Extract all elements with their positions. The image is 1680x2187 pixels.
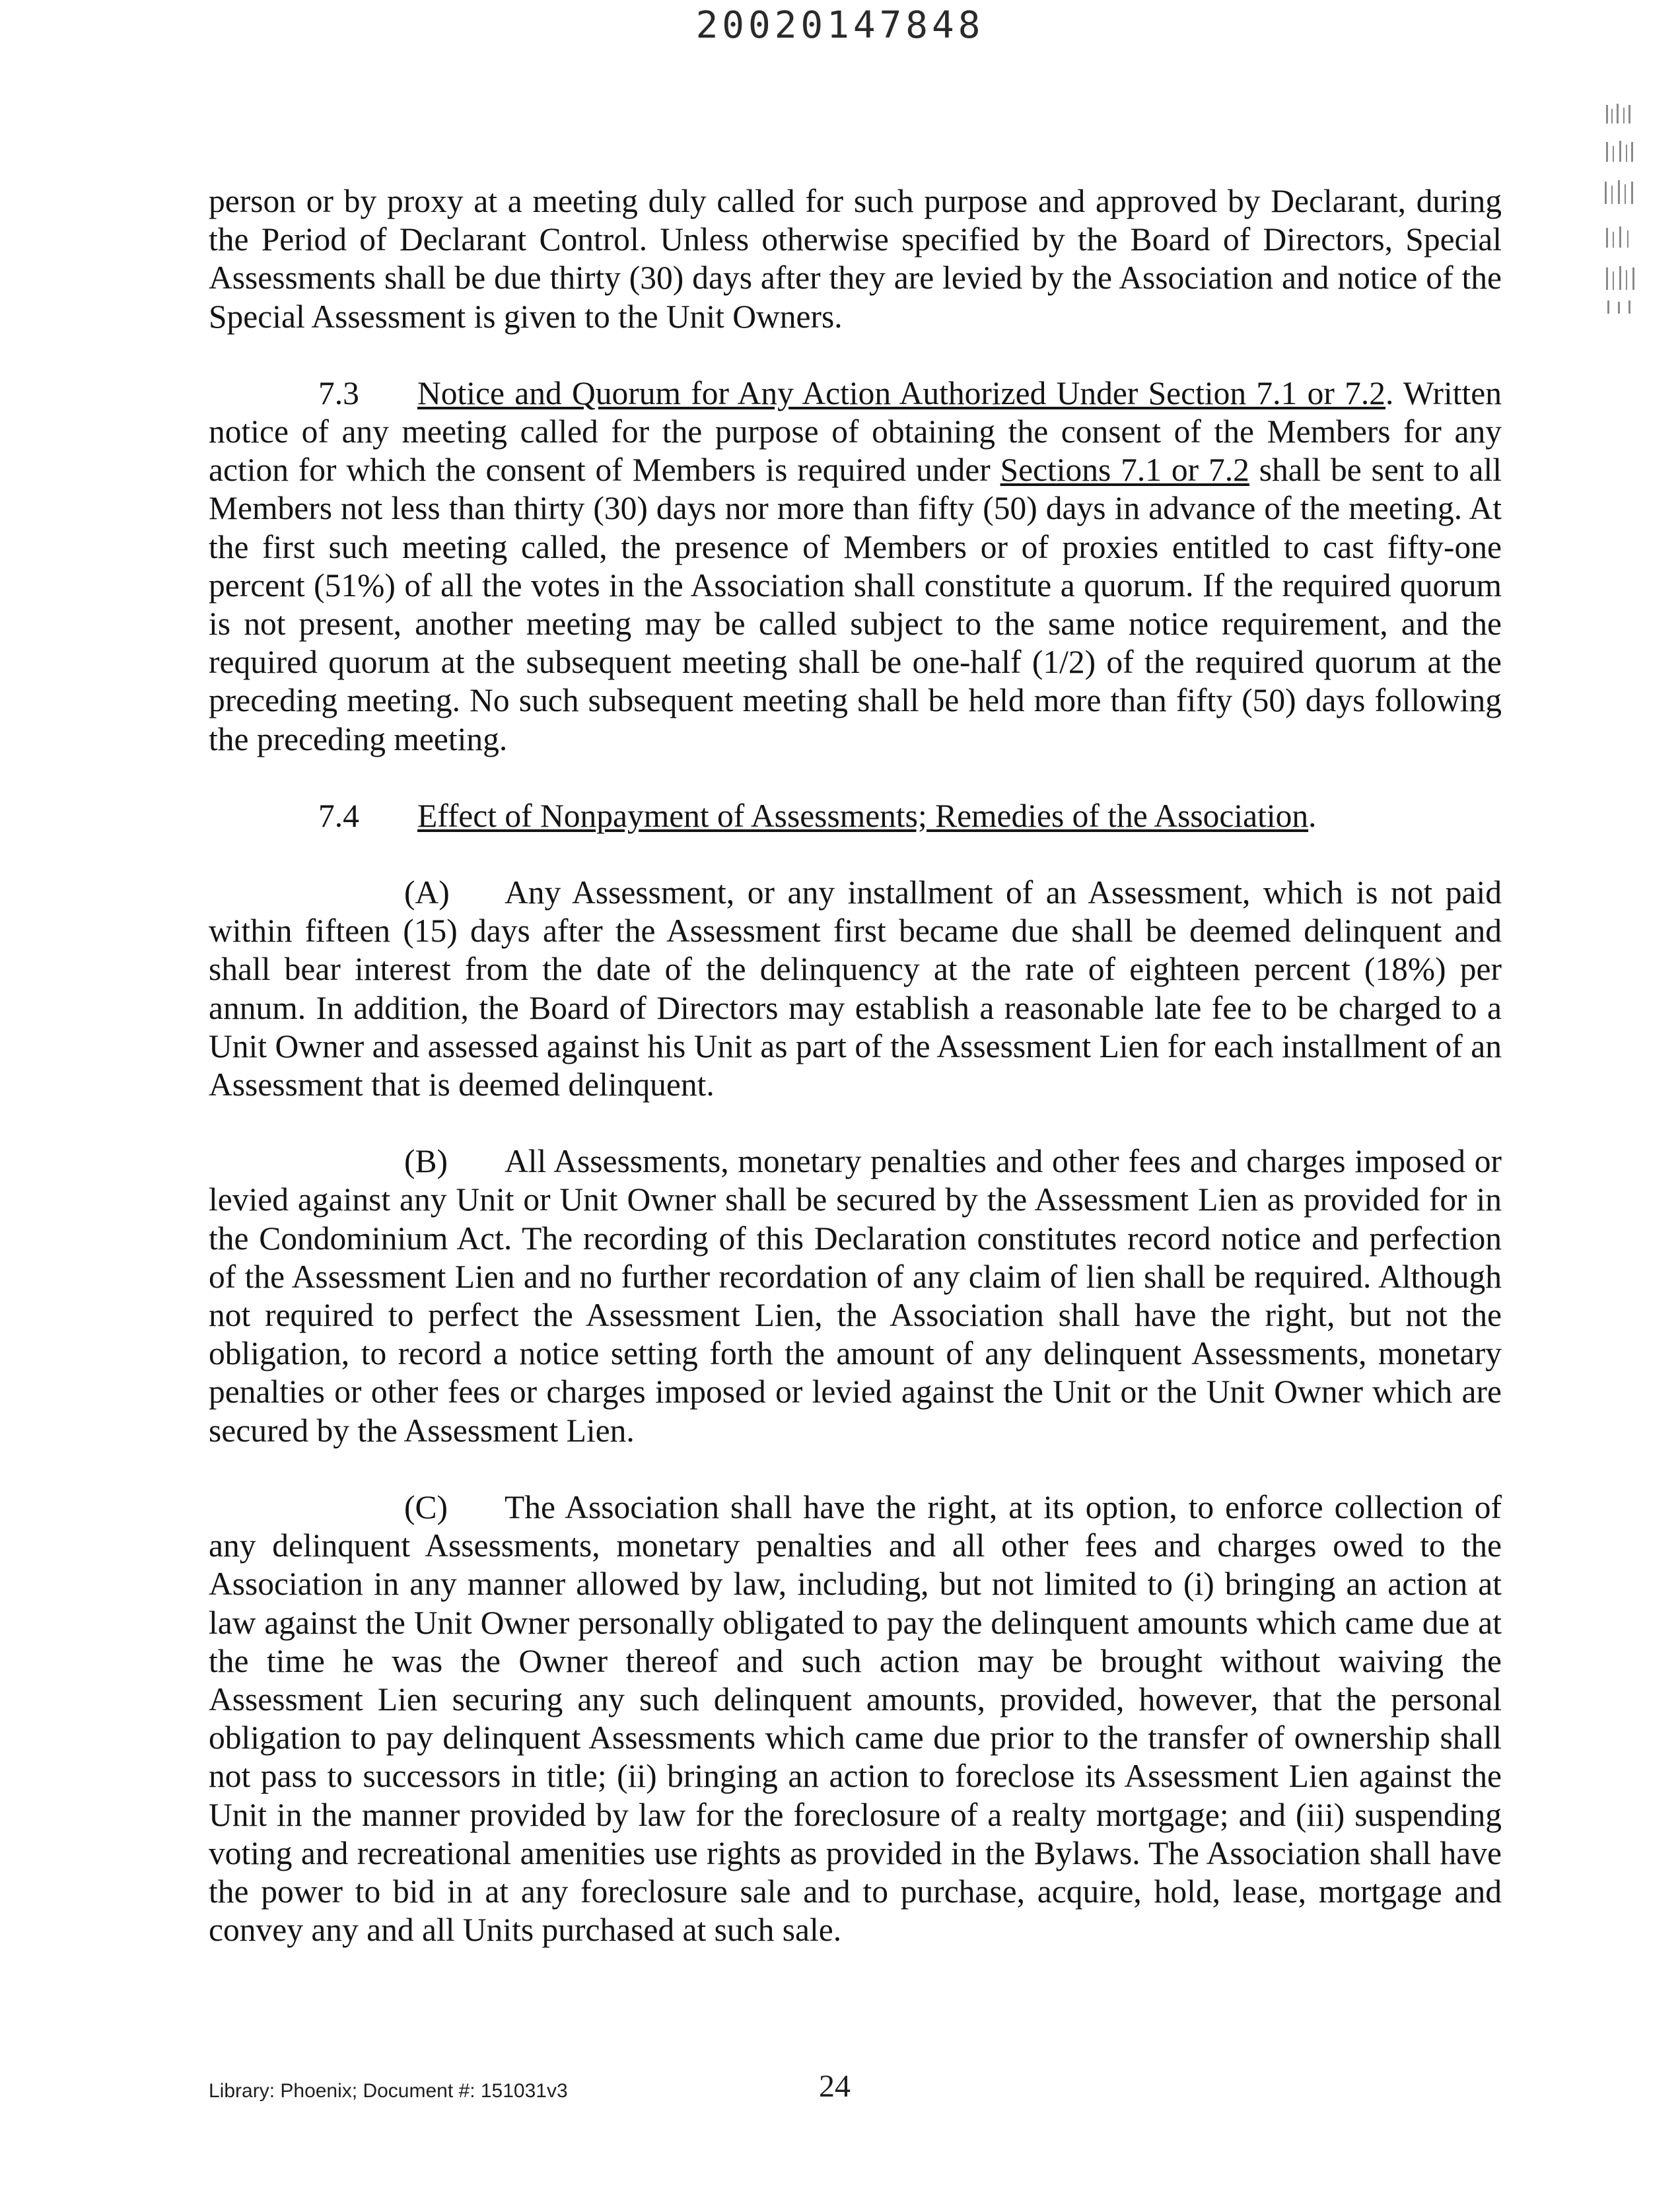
section-heading-end: . — [1385, 374, 1394, 411]
subsection-a — [209, 874, 1502, 1104]
section-text: shall be sent to all Members not less than thirty (30) days nor more than fifty (50) days in advance of the meeting. At the first such meeting called, the presence of Members or of proxies entitled to cast fifty-one percent (51%) of all the votes in the Association shall constitute a quorum. If the required quorum is not present, another meeting may be called subject to the same notice requirement, and the required quorum at the subsequent meeting shall be one-half (1/2) of the required quorum at the preceding meeting. No such subsequent meeting shall be held more than fifty (50) days following the preceding meeting. — [209, 452, 1502, 757]
document-number: 20020147848 — [695, 4, 985, 47]
section-heading: Effect of Nonpayment of Assessments; Remedies of the Association — [417, 797, 1309, 834]
section-reference: Sections 7.1 or 7.2 — [1000, 452, 1249, 489]
subsection-text: Any Assessment, or any installment of an Assessment, which is not paid within fifteen (15) days after the Assessment first became due shall be deemed delinquent and shall bear interest from the date of the delinquency at the rate of eighteen percent (18%) per annum. In addition, the Board of Directors may establish a reasonable late fee to be charged to a Unit Owner and assessed against his Unit as part of the Assessment Lien for each installment of an Assessment that is deemed delinquent. — [209, 874, 1502, 1103]
document-body — [209, 182, 1502, 1949]
section-number: 7.4 — [318, 797, 359, 834]
section-7-3 — [209, 374, 1502, 759]
margin-stamp-marks — [1598, 102, 1644, 320]
page-number: 24 — [819, 2069, 851, 2104]
subsection-c — [209, 1488, 1502, 1949]
section-heading-end: . — [1308, 797, 1317, 834]
section-text: Written notice of any meeting called for the purpose of obtaining the consent of the Members for any action for which the consent of Members is required under — [209, 374, 1502, 489]
subsection-label: (A) — [404, 874, 450, 911]
section-heading: Notice and Quorum for Any Action Authorized Under Section 7.1 or 7.2 — [417, 374, 1386, 411]
subsection-text: The Association shall have the right, at its option, to enforce collection of any delinquent Assessments, monetary penalties and all other fees and charges owed to the Association in any manner allowed by law, including, but not limited to (i) bringing an action at law against the Unit Owner personally obligated to pay the delinquent amounts which came due at the time he was the Owner thereof and such action may be brought without waiving the Assessment Lien securing any such delinquent amounts, provided, however, that the personal obligation to pay delinquent Assessments which came due prior to the transfer of ownership shall not pass to successors in title; (ii) bringing an action to foreclose its Assessment Lien against the Unit in the manner provided by law for the foreclosure of a realty mortgage; and (iii) suspending voting and recreational amenities use rights as provided in the Bylaws. The Association shall have the power to bid in at any foreclosure sale and to purchase, acquire, hold, lease, mortgage and convey any and all Units purchased at such sale. — [209, 1488, 1502, 1949]
section-7-4 — [209, 797, 1502, 835]
subsection-b — [209, 1142, 1502, 1450]
subsection-text: All Assessments, monetary penalties and other fees and charges imposed or levied against any Unit or Unit Owner shall be secured by the Assessment Lien as provided for in the Condominium Act. The recording of this Declaration constitutes record notice and perfection of the Assessment Lien and no further recordation of any claim of lien shall be required. Although not required to perfect the Assessment Lien, the Association shall have the right, but not the obligation, to record a notice setting forth the amount of any delinquent Assessments, monetary penalties or other fees or charges imposed or levied against the Unit or the Unit Owner which are secured by the Assessment Lien. — [209, 1143, 1502, 1449]
paragraph-continued: person or by proxy at a meeting duly called for such purpose and approved by Declarant, during the Period of Declarant Control. Unless otherwise specified by the Board of Directors, Special Assessments shall be due thirty (30) days after they are levied by the Association and notice of the Special Assessment is given to the Unit Owners. — [209, 183, 1502, 335]
margin-stamp — [1598, 102, 1644, 320]
subsection-label: (B) — [404, 1143, 448, 1180]
subsection-label: (C) — [404, 1488, 448, 1525]
footer-library: Library: Phoenix; Document #: 151031v3 — [209, 2080, 568, 2102]
section-number: 7.3 — [318, 374, 359, 411]
